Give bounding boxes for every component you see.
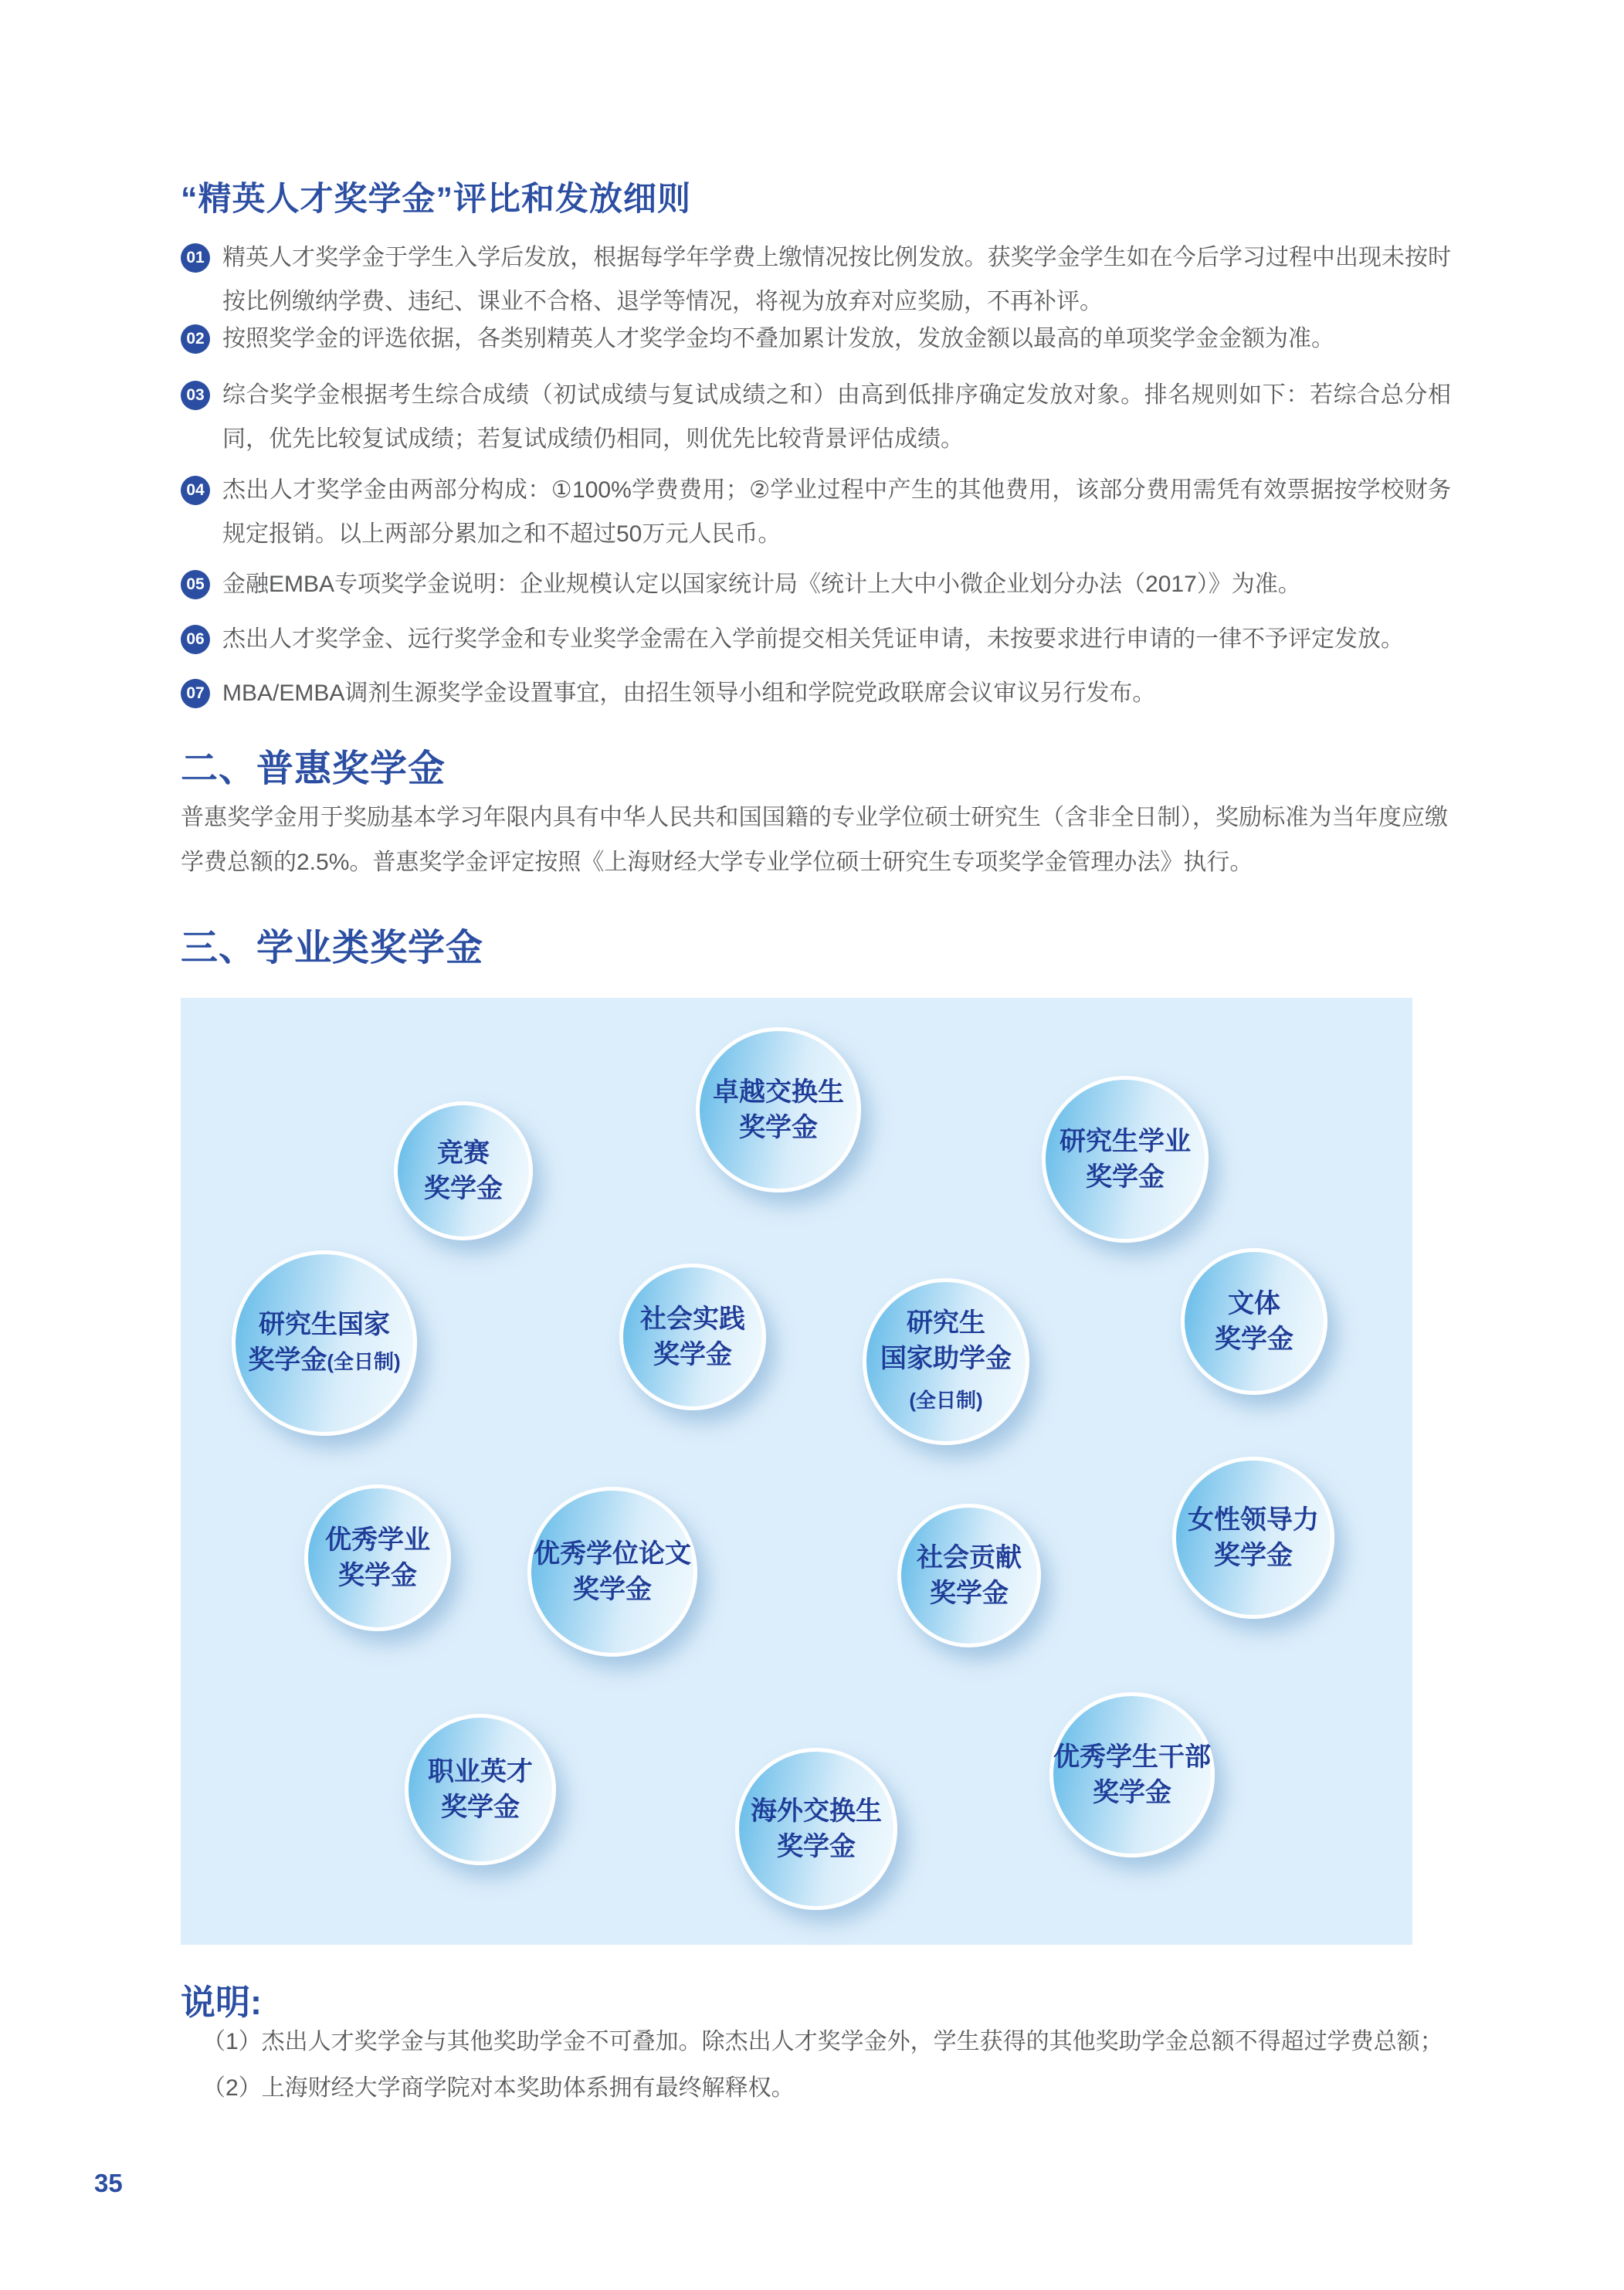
scholarship-bubble-label-line	[917, 1540, 1022, 1576]
section-puhui-body: 普惠奖学金用于奖励基本学习年限内具有中华人民共和国国籍的专业学位硕士研究生（含非全日制），奖励标准为当年度应缴学费总额的2.5%。普惠奖学金评定按照《上海财经大学专业学位硕士研究生专项奖学金管理办法》执行。	[181, 805, 1448, 875]
scholarship-bubble-label-segment: 奖学金	[930, 1579, 1009, 1608]
scholarship-bubble-label-segment: 奖学金	[739, 1113, 818, 1142]
section-heading-xueye: 三、学业类奖学金	[181, 928, 484, 969]
scholarship-bubble-label-segment: 奖学金	[1093, 1778, 1171, 1807]
scholarship-bubble-label-line	[1059, 1124, 1191, 1159]
scholarship-bubble	[696, 1027, 861, 1192]
scholarship-bubble-label-segment: 研究生	[907, 1308, 985, 1338]
scholarship-bubble-label-segment: 奖学金	[1214, 1541, 1293, 1570]
scholarship-bubble	[304, 1484, 451, 1631]
scholarship-bubble-label-line	[739, 1110, 818, 1145]
section-heading-puhui: 二、普惠奖学金	[181, 748, 446, 789]
scholarship-bubble-label-line	[1228, 1286, 1280, 1321]
rule-number-badge: 03	[181, 381, 210, 410]
scholarship-bubble	[1172, 1457, 1334, 1619]
scholarship-bubble-label-segment: 奖学金	[248, 1345, 327, 1375]
scholarship-bubble-label-segment: 优秀学位论文	[534, 1539, 691, 1569]
scholarship-bubble-label-line	[880, 1341, 1012, 1376]
scholarship-bubble-label-line	[441, 1790, 520, 1825]
rule-text: 杰出人才奖学金由两部分构成：①100%学费费用；②学业过程中产生的其他费用，该部分费用需凭有效票据按学校财务规定报销。以上两部分累加之和不超过50万元人民币。	[222, 477, 1451, 547]
scholarship-bubble-label-line	[534, 1536, 691, 1572]
scholarship-bubble-label-line	[909, 1382, 982, 1418]
page-title: “精英人才奖学金”评比和发放细则	[181, 181, 691, 218]
scholarship-bubble	[863, 1278, 1029, 1445]
scholarship-bubble-label-segment: 奖学金	[573, 1575, 652, 1604]
scholarship-diagram-panel	[181, 998, 1412, 1945]
scholarship-bubble-label-line	[713, 1074, 844, 1110]
rule-item-02	[181, 317, 1451, 361]
scholarship-bubble-label-segment: 奖学金	[777, 1832, 856, 1861]
scholarship-bubble-label-segment: 国家助学金	[880, 1344, 1012, 1373]
scholarship-bubble-label-line	[1093, 1775, 1171, 1810]
scholarship-bubble-label-line	[1086, 1159, 1165, 1195]
scholarship-bubble-label-segment: (全日制)	[327, 1350, 401, 1373]
rule-text: 杰出人才奖学金、远行奖学金和专业奖学金需在入学前提交相关凭证申请，未按要求进行申请的一律不予评定发放。	[222, 626, 1404, 652]
scholarship-bubble-label-segment: 女性领导力	[1188, 1505, 1319, 1535]
scholarship-bubble-label-segment: 竞赛	[437, 1138, 490, 1168]
rule-item-04	[181, 468, 1451, 556]
scholarship-bubble-label-line	[248, 1342, 400, 1379]
scholarship-bubble-label-line	[1188, 1502, 1319, 1538]
scholarship-bubble-label-segment: 奖学金	[653, 1340, 732, 1369]
scholarship-bubble	[527, 1487, 697, 1657]
rule-item-06	[181, 617, 1451, 661]
scholarship-bubble-label-segment: 奖学金	[1215, 1325, 1293, 1354]
note-item: （1）杰出人才奖学金与其他奖助学金不可叠加。除杰出人才奖学金外，学生获得的其他奖助学金总额不得超过学费总额；	[202, 2029, 1443, 2054]
scholarship-bubble-label-line	[751, 1793, 882, 1829]
scholarship-bubble-label-line	[777, 1829, 856, 1864]
scholarship-bubble-label-segment: 优秀学生干部	[1053, 1742, 1211, 1772]
scholarship-bubble	[735, 1748, 897, 1910]
rule-text: 综合奖学金根据考生综合成绩（初试成绩与复试成绩之和）由高到低排序确定发放对象。排名规则如下：若综合总分相同，优先比较复试成绩；若复试成绩仍相同，则优先比较背景评估成绩。	[222, 382, 1451, 452]
scholarship-bubble-label-line	[573, 1572, 652, 1607]
scholarship-bubble-label-segment: 职业英才	[428, 1757, 533, 1786]
rule-text: 精英人才奖学金于学生入学后发放，根据每学年学费上缴情况按比例发放。获奖学金学生如在今后学习过程中出现未按时按比例缴纳学费、违纪、课业不合格、退学等情况，将视为放弃对应奖励，不再补评。	[222, 245, 1451, 314]
rule-text: MBA/EMBA调剂生源奖学金设置事宜，由招生领导小组和学院党政联席会议审议另行发布。	[222, 680, 1156, 706]
scholarship-bubble-label-line	[640, 1301, 745, 1337]
scholarship-bubble-label-segment: 海外交换生	[751, 1796, 882, 1826]
scholarship-bubble-label-segment: 奖学金	[338, 1561, 417, 1590]
scholarship-bubble-label-line	[930, 1576, 1009, 1611]
scholarship-bubble-label-segment: 奖学金	[1086, 1162, 1165, 1192]
rule-item-01	[181, 236, 1451, 324]
scholarship-bubble	[405, 1714, 556, 1865]
rule-number-badge: 02	[181, 324, 210, 354]
scholarship-bubble	[619, 1264, 766, 1410]
scholarship-bubble-label-segment: 文体	[1228, 1289, 1280, 1318]
scholarship-bubble-label-line	[338, 1558, 417, 1593]
rule-number-badge: 07	[181, 679, 210, 708]
scholarship-bubble	[1181, 1248, 1327, 1395]
scholarship-bubble-label-segment: 社会贡献	[917, 1543, 1022, 1572]
scholarship-bubble	[1049, 1692, 1215, 1857]
rule-number-badge: 04	[181, 476, 210, 505]
scholarship-bubble-label-line	[1214, 1538, 1293, 1573]
scholarship-bubble-label-segment: 奖学金	[441, 1793, 520, 1822]
rule-number-badge: 06	[181, 625, 210, 654]
rule-item-07	[181, 671, 1451, 715]
scholarship-bubble	[394, 1101, 533, 1240]
notes-heading: 说明:	[181, 1983, 262, 2022]
scholarship-bubble-label-segment: 研究生学业	[1059, 1127, 1191, 1156]
scholarship-bubble-label-line	[428, 1754, 533, 1790]
scholarship-bubble-label-line	[907, 1305, 985, 1341]
rule-item-03	[181, 373, 1451, 461]
scholarship-bubble-label-segment: 优秀学业	[325, 1525, 430, 1555]
scholarship-bubble-label-segment: 研究生国家	[259, 1310, 390, 1339]
scholarship-bubble-label-line	[437, 1135, 490, 1171]
rule-number-badge: 05	[181, 570, 210, 599]
page-number: 35	[94, 2169, 123, 2197]
rule-text: 按照奖学金的评选依据，各类别精英人才奖学金均不叠加累计发放，发放金额以最高的单项奖学金金额为准。	[222, 326, 1334, 351]
scholarship-bubble	[232, 1250, 417, 1436]
scholarship-bubble-label-segment: 卓越交换生	[713, 1077, 844, 1107]
scholarship-bubble	[1042, 1076, 1209, 1243]
scholarship-bubble-label-segment: 奖学金	[424, 1174, 503, 1203]
scholarship-bubble-label-line	[1215, 1321, 1293, 1357]
scholarship-bubble-label-line	[259, 1307, 390, 1342]
rule-number-badge: 01	[181, 243, 210, 273]
scholarship-bubble-label-segment: (全日制)	[909, 1389, 983, 1412]
scholarship-bubble-label-segment: 社会实践	[640, 1304, 745, 1334]
scholarship-bubble-label-line	[325, 1522, 430, 1558]
scholarship-bubble-label-line	[653, 1337, 732, 1372]
rule-text: 金融EMBA专项奖学金说明：企业规模认定以国家统计局《统计上大中小微企业划分办法（2017）》为准。	[222, 572, 1301, 597]
scholarship-bubble	[897, 1504, 1041, 1647]
rule-item-05	[181, 562, 1451, 606]
note-item: （2）上海财经大学商学院对本奖助体系拥有最终解释权。	[202, 2075, 795, 2101]
scholarship-bubble-label-line	[1053, 1739, 1211, 1775]
scholarship-bubble-label-line	[424, 1171, 503, 1206]
